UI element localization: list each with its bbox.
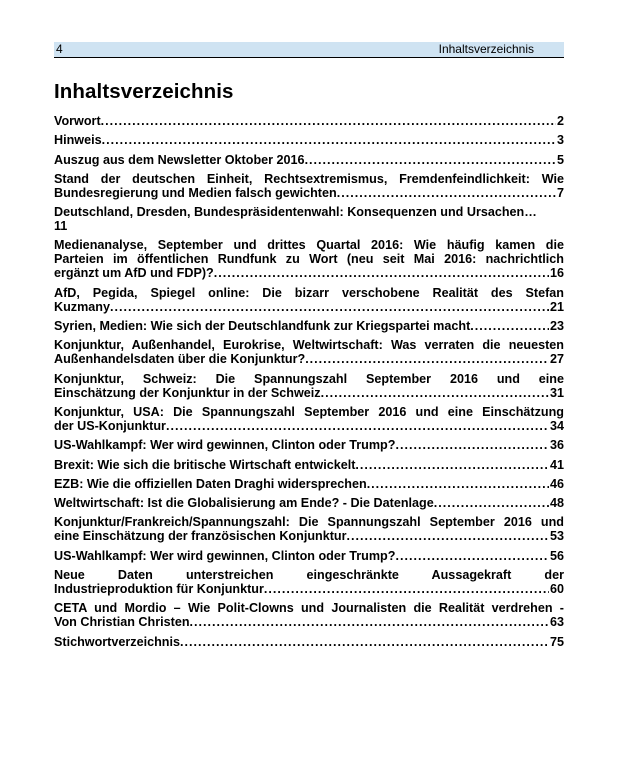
toc-page-number: 46: [549, 476, 564, 491]
toc-page-number: 3: [556, 133, 564, 148]
toc-entry-title-line: Konjunktur/Frankreich/Spannungszahl: Die Spannungszahl September 2016 und: [54, 515, 564, 530]
dot-leader: [470, 319, 549, 333]
page-number: 4: [56, 42, 63, 56]
toc-page-number: 56: [549, 548, 564, 563]
toc-entry-title: EZB: Wie die offiziellen Daten Draghi widersprechen: [54, 476, 367, 491]
toc-entry-title: Weltwirtschaft: Ist die Globalisierung am Ende? - Die Datenlage: [54, 496, 434, 511]
toc-entry[interactable]: [54, 372, 564, 400]
toc-entry[interactable]: [54, 477, 564, 491]
toc-entry-title-line: Konjunktur, USA: Die Spannungszahl September 2016 und eine Einschätzung: [54, 404, 564, 419]
toc-entry-title: Bundesregierung und Medien falsch gewichten: [54, 185, 337, 200]
toc-entry-title: Von Christian Christen: [54, 615, 190, 630]
dot-leader: [321, 386, 549, 400]
toc-entry[interactable]: [54, 153, 564, 167]
toc-entry-title-line: Deutschland, Dresden, Bundespräsidentenwahl: Konsequenzen und Ursachen…: [54, 205, 537, 220]
toc-page-number: 34: [549, 418, 564, 433]
toc-page-number: 53: [549, 529, 564, 544]
toc-entry-title-line: Konjunktur, Schweiz: Die Spannungszahl September 2016 und eine: [54, 371, 564, 386]
toc-page-number: 41: [549, 457, 564, 472]
dot-leader: [264, 582, 549, 596]
dot-leader: [367, 477, 549, 491]
toc-entry-last-line: [54, 186, 564, 200]
toc-page-number: 5: [556, 152, 564, 167]
toc-page-number: 36: [549, 438, 564, 453]
toc-entry-title-line: CETA und Mordio – Wie Polit-Clowns und Journalisten die Realität verdrehen -: [54, 601, 564, 616]
dot-leader: [305, 352, 549, 366]
toc-page-number: 23: [549, 319, 564, 334]
toc-entry-title-line: Stand der deutschen Einheit, Rechtsextremismus, Fremdenfeindlichkeit: Wie: [54, 171, 564, 186]
toc-entry[interactable]: [54, 205, 564, 233]
toc-page-number: 27: [549, 352, 564, 367]
toc-entry-last-line: [54, 386, 564, 400]
toc-page-number: 16: [549, 266, 564, 281]
toc-entry-last-line: [54, 419, 564, 433]
page-header: [54, 42, 564, 58]
dot-leader: [180, 635, 549, 649]
toc-page-number: 31: [549, 385, 564, 400]
toc-entry-title: Syrien, Medien: Wie sich der Deutschlandfunk zur Kriegspartei macht: [54, 319, 471, 334]
dot-leader: [214, 266, 549, 280]
toc-entry-title-line: Medienanalyse, September und drittes Quartal 2016: Wie häufig kamen die: [54, 238, 564, 253]
toc-entry[interactable]: [54, 496, 564, 510]
toc-page-number: 11: [54, 219, 68, 234]
toc-entry-title-line: Konjunktur, Außenhandel, Eurokrise, Weltwirtschaft: Was verraten die neuesten: [54, 338, 564, 353]
toc-entry-title: Hinweis: [54, 133, 102, 148]
toc-entry-title-line: AfD, Pegida, Spiegel online: Die bizarr verschobene Realität des Stefan: [54, 285, 564, 300]
toc-entry-title-line: Parteien im öffentlichen Rundfunk zu Wort (neu seit Mai 2016: nachrichtlich: [54, 252, 564, 267]
toc-entry[interactable]: [54, 172, 564, 200]
dot-leader: [101, 114, 556, 128]
dot-leader: [305, 153, 556, 167]
toc-entry[interactable]: [54, 515, 564, 543]
toc-entry-title: Brexit: Wie sich die britische Wirtschaft entwickelt: [54, 457, 356, 472]
toc-entry[interactable]: [54, 114, 564, 128]
toc-entry-title: Industrieproduktion für Konjunktur: [54, 582, 264, 597]
toc-entry[interactable]: [54, 549, 564, 563]
toc-entry[interactable]: [54, 319, 564, 333]
dot-leader: [434, 496, 549, 510]
toc-entry-title: Stichwortverzeichnis: [54, 634, 180, 649]
toc-entry-title: Auszug aus dem Newsletter Oktober 2016: [54, 152, 305, 167]
toc-entry-title: eine Einschätzung der französischen Konjunktur: [54, 529, 347, 544]
dot-leader: [190, 615, 549, 629]
toc-entry-last-line: [54, 352, 564, 366]
toc-entry[interactable]: [54, 458, 564, 472]
toc-entry-title: Einschätzung der Konjunktur in der Schweiz: [54, 385, 321, 400]
dot-leader: [355, 458, 549, 472]
table-of-contents: [54, 114, 564, 654]
toc-entry[interactable]: [54, 438, 564, 452]
toc-page-number: 75: [549, 634, 564, 649]
toc-entry[interactable]: [54, 338, 564, 366]
toc-entry-title: Außenhandelsdaten über die Konjunktur?: [54, 352, 306, 367]
dot-leader: [110, 300, 549, 314]
toc-entry-title: der US-Konjunktur: [54, 418, 166, 433]
toc-page-number: 63: [549, 615, 564, 630]
toc-entry[interactable]: [54, 405, 564, 433]
toc-page-number: 7: [556, 185, 564, 200]
page-title: Inhaltsverzeichnis: [54, 80, 234, 103]
running-header-title: Inhaltsverzeichnis: [438, 42, 534, 56]
dot-leader: [395, 549, 549, 563]
toc-entry[interactable]: [54, 133, 564, 147]
dot-leader: [347, 529, 549, 543]
toc-entry[interactable]: [54, 635, 564, 649]
toc-entry-last-line: [54, 300, 564, 314]
toc-entry-title: ergänzt um AfD und FDP)?: [54, 266, 214, 281]
toc-entry-last-line: [54, 266, 564, 280]
toc-entry-title: Kuzmany: [54, 299, 110, 314]
toc-entry-title-line: Neue Daten unterstreichen eingeschränkte Aussagekraft der: [54, 568, 564, 583]
toc-entry-last-line: [54, 582, 564, 596]
toc-entry-title: US-Wahlkampf: Wer wird gewinnen, Clinton oder Trump?: [54, 548, 396, 563]
toc-entry[interactable]: [54, 568, 564, 596]
toc-page-number: 48: [549, 496, 564, 511]
toc-page-number: 2: [556, 114, 564, 128]
dot-leader: [102, 133, 556, 147]
toc-entry-last-line: [54, 529, 564, 543]
toc-entry-title: Vorwort: [54, 114, 101, 128]
dot-leader: [337, 186, 556, 200]
toc-page-number: 60: [549, 582, 564, 597]
toc-page-number: 21: [549, 299, 564, 314]
toc-entry-last-line: [54, 615, 564, 629]
dot-leader: [395, 438, 549, 452]
toc-entry[interactable]: [54, 238, 564, 280]
toc-entry-title: US-Wahlkampf: Wer wird gewinnen, Clinton oder Trump?: [54, 438, 396, 453]
toc-entry[interactable]: [54, 286, 564, 314]
dot-leader: [166, 419, 549, 433]
toc-entry-last-line: [54, 219, 564, 233]
toc-entry[interactable]: [54, 601, 564, 629]
